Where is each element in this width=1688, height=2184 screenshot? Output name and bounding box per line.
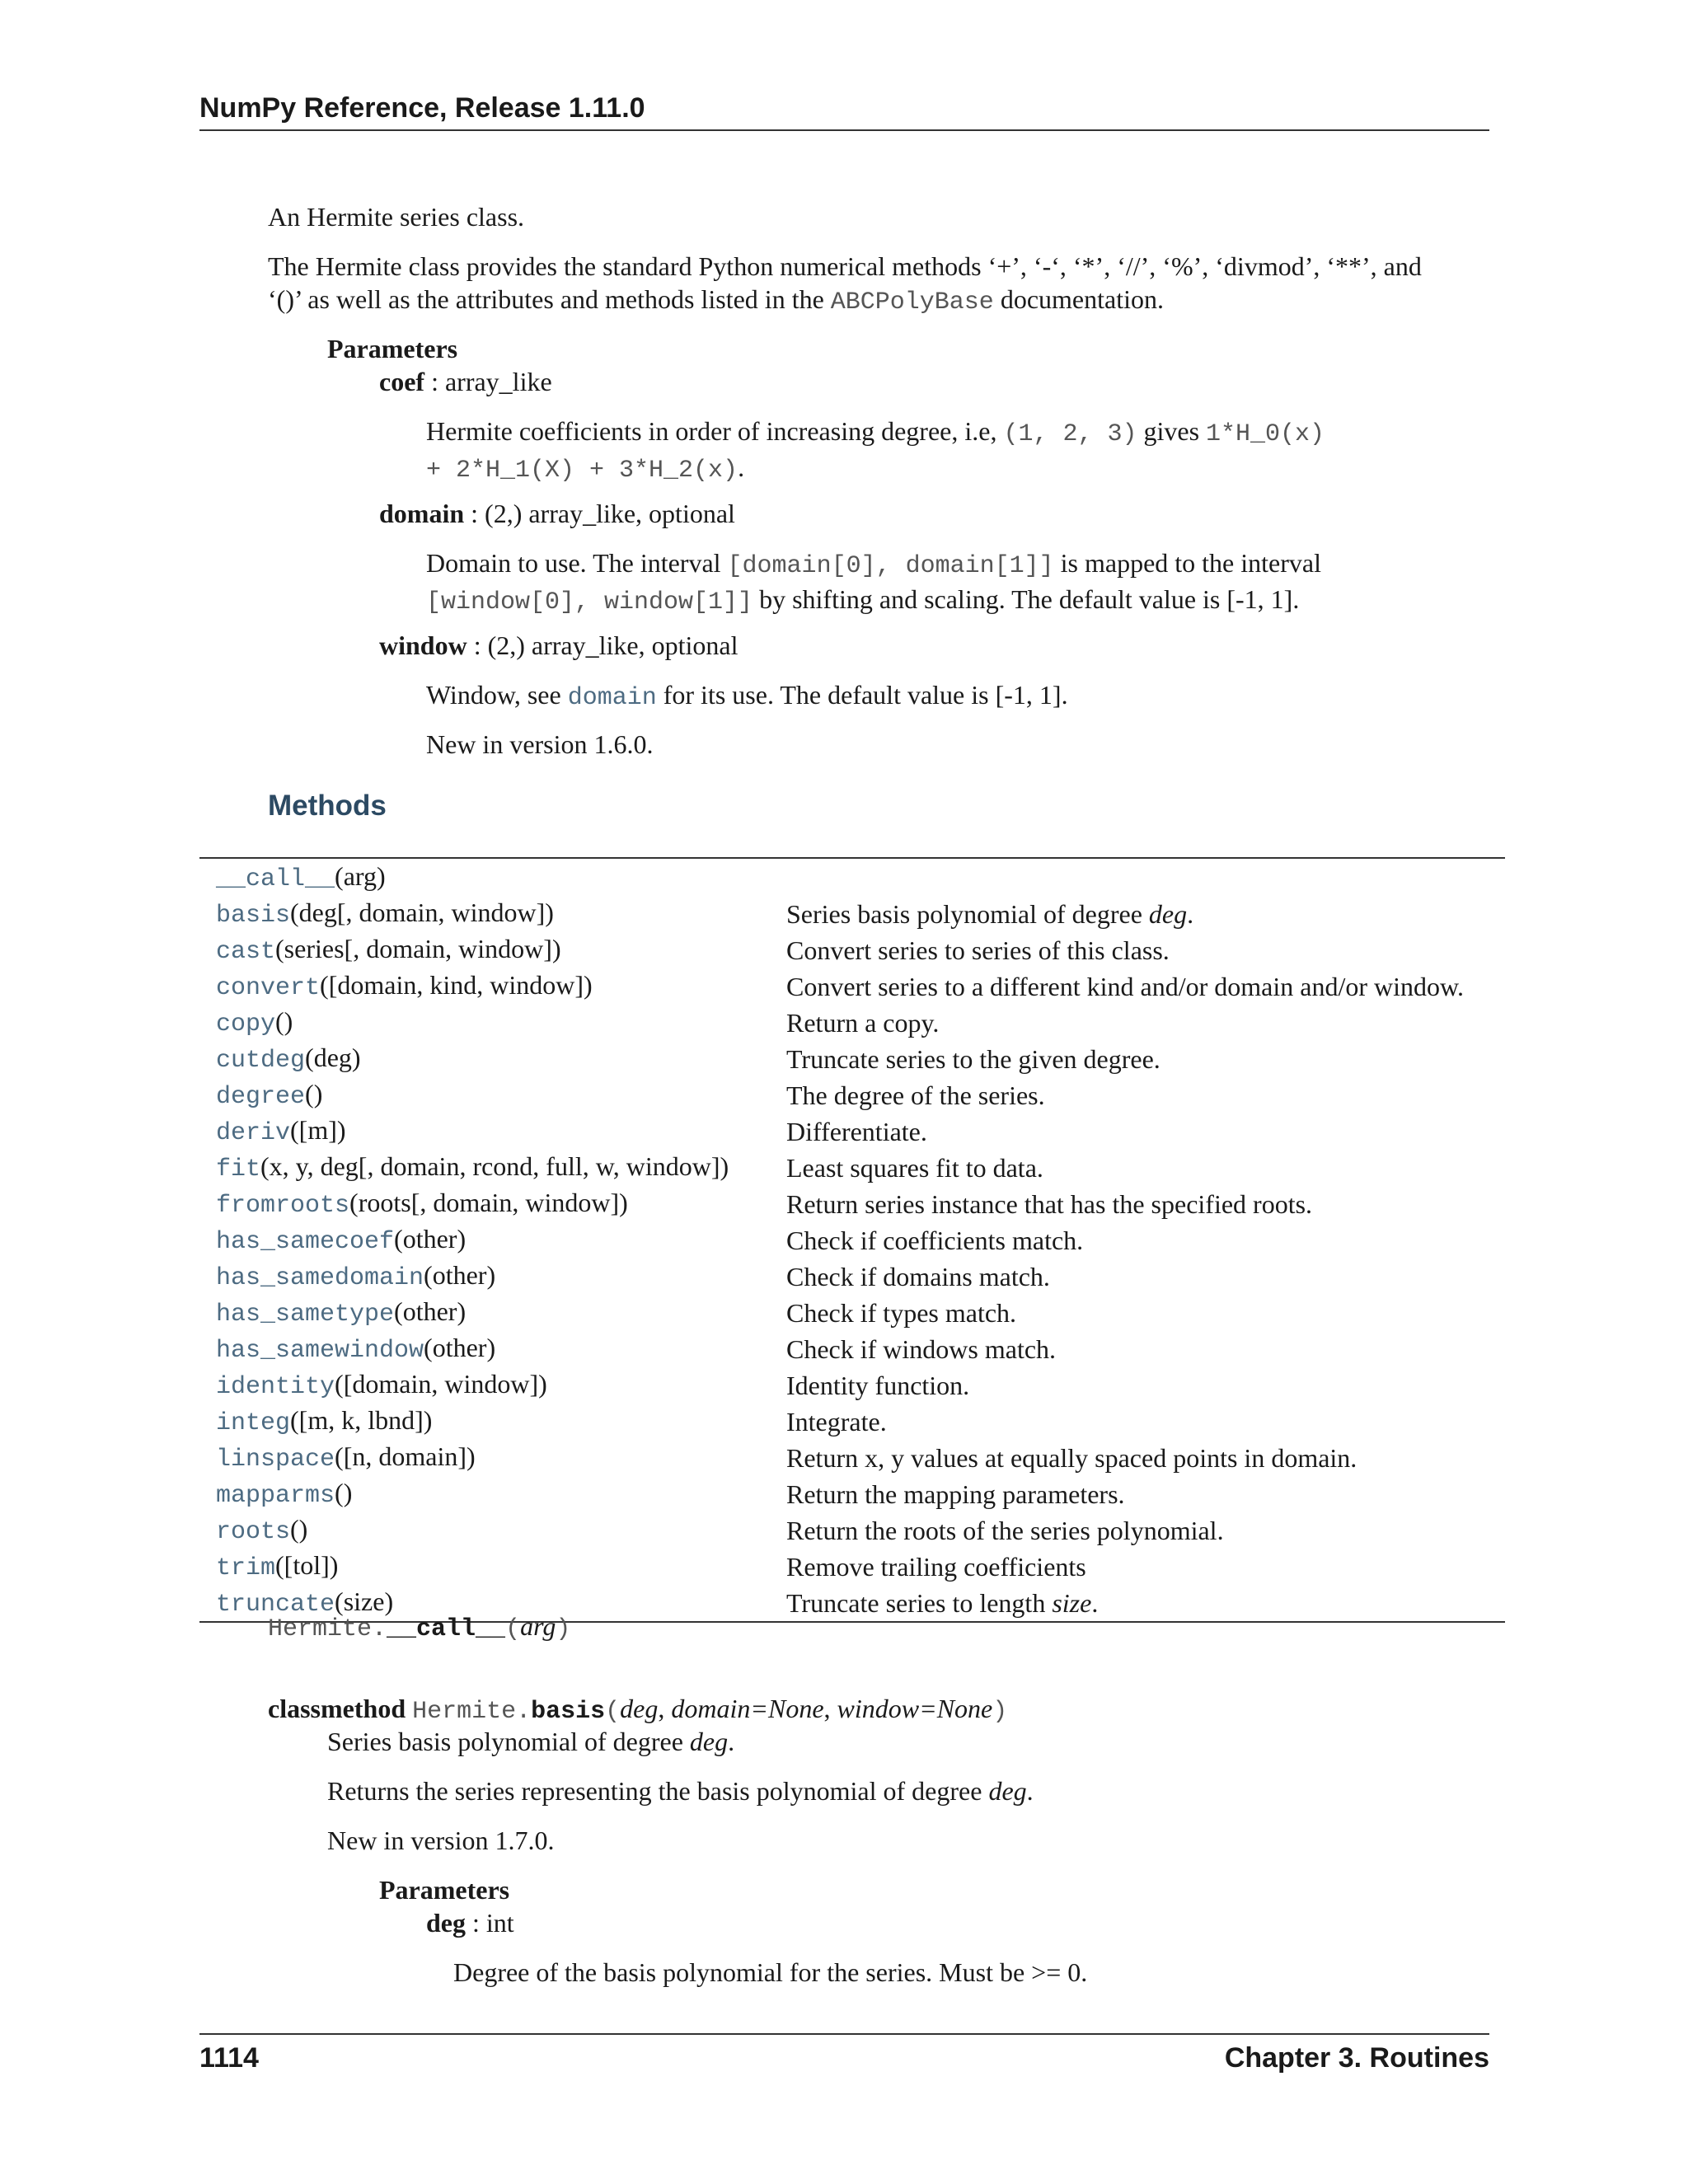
method-description-text: Integrate. bbox=[786, 1407, 887, 1436]
method-row bbox=[199, 1331, 1505, 1367]
param-domain-desc-text: Domain to use. The interval bbox=[426, 548, 728, 578]
method-signature bbox=[199, 1404, 770, 1440]
method-row bbox=[199, 1186, 1505, 1222]
method-args: () bbox=[305, 1079, 323, 1108]
methods-table bbox=[199, 857, 1505, 1623]
method-description-text: Return the roots of the series polynomial. bbox=[786, 1516, 1224, 1545]
method-args: (other) bbox=[424, 1260, 496, 1290]
method-description-text: Truncate series to length bbox=[786, 1588, 1053, 1618]
method-row bbox=[199, 1005, 1505, 1041]
method-description bbox=[770, 1258, 1505, 1295]
method-args: (series[, domain, window]) bbox=[275, 934, 561, 963]
method-description-text: Return the mapping parameters. bbox=[786, 1479, 1125, 1509]
call-sig-arg: arg bbox=[520, 1611, 556, 1641]
method-row bbox=[199, 1404, 1505, 1440]
method-signature bbox=[199, 1331, 770, 1367]
method-description-text: The degree of the series. bbox=[786, 1080, 1045, 1110]
method-link[interactable]: fromroots bbox=[216, 1192, 350, 1220]
method-description bbox=[770, 932, 1505, 968]
call-sig-open: ( bbox=[505, 1615, 521, 1643]
method-link[interactable]: truncate bbox=[216, 1591, 335, 1619]
method-description-text: Identity function. bbox=[786, 1371, 970, 1400]
param-deg bbox=[426, 1906, 514, 1939]
call-signature bbox=[268, 1610, 570, 1646]
param-window-name: window bbox=[379, 630, 467, 660]
method-link[interactable]: cast bbox=[216, 938, 276, 966]
method-link[interactable]: trim bbox=[216, 1554, 276, 1582]
method-args: ([m]) bbox=[290, 1115, 346, 1145]
class-description-line2-end: documentation. bbox=[993, 284, 1164, 314]
method-description bbox=[770, 1077, 1505, 1113]
param-domain-code-interval: [domain[0], domain[1]] bbox=[727, 552, 1054, 580]
method-link[interactable]: has_samedomain bbox=[216, 1264, 424, 1292]
method-signature bbox=[199, 968, 770, 1005]
method-description bbox=[770, 1041, 1505, 1077]
param-domain-code-window: [window[0], window[1]] bbox=[426, 588, 753, 616]
method-args: (size) bbox=[335, 1586, 394, 1616]
method-link[interactable]: convert bbox=[216, 974, 321, 1002]
basis-summary-deg: deg bbox=[689, 1727, 729, 1756]
method-signature bbox=[199, 858, 770, 896]
method-description-text: Check if domains match. bbox=[786, 1262, 1050, 1291]
method-signature bbox=[199, 1113, 770, 1150]
param-coef-type: : array_like bbox=[424, 367, 552, 396]
method-signature bbox=[199, 1258, 770, 1295]
method-link[interactable]: __call__ bbox=[216, 865, 335, 893]
basis-returns bbox=[327, 1774, 1034, 1807]
param-domain-desc bbox=[426, 546, 1321, 619]
method-row bbox=[199, 1150, 1505, 1186]
method-description bbox=[770, 1585, 1505, 1622]
method-description-text: Convert series to a different kind and/or domain and/or window. bbox=[786, 972, 1465, 1001]
param-window-desc-end: for its use. The default value is [-1, 1]. bbox=[656, 680, 1068, 710]
method-description bbox=[770, 1476, 1505, 1512]
method-description bbox=[770, 1512, 1505, 1549]
param-coef-desc bbox=[426, 415, 1325, 487]
method-row bbox=[199, 1440, 1505, 1476]
method-description bbox=[770, 1404, 1505, 1440]
method-signature bbox=[199, 1476, 770, 1512]
basis-sig-arg-deg: deg bbox=[620, 1694, 659, 1723]
method-description-text: Remove trailing coefficients bbox=[786, 1552, 1086, 1582]
basis-signature bbox=[268, 1692, 1007, 1728]
method-row bbox=[199, 932, 1505, 968]
basis-sig-keyword: classmethod bbox=[268, 1694, 406, 1723]
method-description-text: Least squares fit to data. bbox=[786, 1153, 1043, 1183]
method-link[interactable]: deriv bbox=[216, 1119, 291, 1147]
param-domain-desc-mapped: is mapped to the interval bbox=[1053, 548, 1321, 578]
basis-returns-deg: deg bbox=[988, 1776, 1027, 1806]
method-signature bbox=[199, 1150, 770, 1186]
method-link[interactable]: copy bbox=[216, 1010, 276, 1038]
param-coef-desc-text: Hermite coefficients in order of increasing degree, i.e, bbox=[426, 416, 1004, 446]
param-domain-type: : (2,) array_like, optional bbox=[464, 499, 735, 528]
method-args: () bbox=[275, 1006, 293, 1036]
methods-heading: Methods bbox=[268, 790, 387, 822]
method-args: () bbox=[335, 1478, 353, 1507]
basis-summary bbox=[327, 1725, 734, 1758]
method-args: ([domain, window]) bbox=[335, 1369, 547, 1399]
method-args: (arg) bbox=[335, 861, 386, 891]
basis-summary-text: Series basis polynomial of degree bbox=[327, 1727, 690, 1756]
method-description bbox=[770, 1367, 1505, 1404]
domain-link[interactable]: domain bbox=[567, 684, 657, 712]
method-description-emphasis: deg bbox=[1148, 899, 1188, 929]
basis-sig-name: basis bbox=[531, 1698, 606, 1726]
method-description bbox=[770, 1150, 1505, 1186]
call-sig-close: ) bbox=[556, 1615, 571, 1643]
running-header: NumPy Reference, Release 1.11.0 bbox=[199, 92, 645, 124]
method-args: ([m, k, lbnd]) bbox=[290, 1405, 433, 1435]
param-coef-code-h0: 1*H_0(x) bbox=[1206, 420, 1325, 448]
method-signature bbox=[199, 1512, 770, 1549]
method-row bbox=[199, 858, 1505, 896]
parameters-label: Parameters bbox=[327, 334, 458, 363]
basis-sig-arg-domain: domain=None bbox=[671, 1694, 824, 1723]
method-link[interactable]: linspace bbox=[216, 1446, 335, 1474]
method-description-end: . bbox=[1091, 1588, 1099, 1618]
param-domain bbox=[379, 497, 735, 530]
method-row bbox=[199, 1549, 1505, 1585]
param-coef-name: coef bbox=[379, 367, 425, 396]
method-row bbox=[199, 1476, 1505, 1512]
param-coef-desc-gives: gives bbox=[1137, 416, 1207, 446]
method-signature bbox=[199, 1440, 770, 1476]
method-description-text: Check if types match. bbox=[786, 1298, 1017, 1328]
method-description-text: Return x, y values at equally spaced points in domain. bbox=[786, 1443, 1357, 1473]
method-link[interactable]: integ bbox=[216, 1409, 291, 1437]
method-signature bbox=[199, 1367, 770, 1404]
method-description-end: . bbox=[1187, 899, 1194, 929]
method-args: (deg) bbox=[305, 1043, 361, 1072]
method-signature bbox=[199, 896, 770, 932]
chapter-label: Chapter 3. Routines bbox=[1224, 2042, 1489, 2074]
class-summary: An Hermite series class. bbox=[268, 202, 525, 232]
param-deg-name: deg bbox=[426, 1908, 466, 1938]
method-signature bbox=[199, 1005, 770, 1041]
basis-sig-open: ( bbox=[605, 1698, 621, 1726]
method-args: (roots[, domain, window]) bbox=[349, 1188, 628, 1217]
param-deg-desc: Degree of the basis polynomial for the series. Must be >= 0. bbox=[453, 1957, 1088, 1987]
method-description-text: Check if windows match. bbox=[786, 1334, 1057, 1364]
method-args: (deg[, domain, window]) bbox=[290, 898, 554, 927]
basis-returns-end: . bbox=[1026, 1776, 1034, 1806]
footer-rule bbox=[199, 2033, 1489, 2035]
param-domain-desc-end: by shifting and scaling. The default value is [-1, 1]. bbox=[753, 584, 1300, 614]
abcpolybase-code: ABCPolyBase bbox=[830, 288, 994, 316]
method-link[interactable]: has_samewindow bbox=[216, 1337, 424, 1365]
class-description-line1: The Hermite class provides the standard Python numerical methods ‘+’, ‘-‘, ‘*’, ‘//’, ‘%’, ‘divmod’, ‘**’, and bbox=[268, 251, 1422, 281]
method-description bbox=[770, 1295, 1505, 1331]
method-description-text: Return a copy. bbox=[786, 1008, 940, 1038]
header-rule bbox=[199, 129, 1489, 131]
method-signature bbox=[199, 1041, 770, 1077]
param-coef-code-example: (1, 2, 3) bbox=[1003, 420, 1137, 448]
method-description-text: Series basis polynomial of degree bbox=[786, 899, 1149, 929]
method-args: ([n, domain]) bbox=[335, 1441, 476, 1471]
param-coef-code-h1h2: + 2*H_1(X) + 3*H_2(x) bbox=[426, 457, 738, 485]
param-coef-desc-end: . bbox=[738, 452, 745, 482]
method-row bbox=[199, 1041, 1505, 1077]
method-row bbox=[199, 1295, 1505, 1331]
method-signature bbox=[199, 1186, 770, 1222]
method-signature bbox=[199, 1549, 770, 1585]
method-description-text: Convert series to series of this class. bbox=[786, 935, 1170, 965]
method-signature bbox=[199, 1077, 770, 1113]
method-args: () bbox=[290, 1514, 308, 1544]
method-row bbox=[199, 1222, 1505, 1258]
method-description-text: Check if coefficients match. bbox=[786, 1226, 1084, 1255]
method-description bbox=[770, 1005, 1505, 1041]
param-window bbox=[379, 629, 738, 662]
call-sig-name: __call__ bbox=[387, 1615, 506, 1643]
param-window-type: : (2,) array_like, optional bbox=[467, 630, 738, 660]
method-description bbox=[770, 1186, 1505, 1222]
method-description bbox=[770, 968, 1505, 1005]
method-description-emphasis: size bbox=[1052, 1588, 1092, 1618]
method-link[interactable]: fit bbox=[216, 1155, 261, 1183]
method-row bbox=[199, 1258, 1505, 1295]
method-link[interactable]: identity bbox=[216, 1373, 335, 1401]
method-signature bbox=[199, 1295, 770, 1331]
basis-sig-sep: , bbox=[658, 1694, 672, 1723]
class-description-line2: ‘()’ as well as the attributes and methods listed in the bbox=[268, 284, 831, 314]
method-link[interactable]: has_sametype bbox=[216, 1301, 395, 1329]
method-row bbox=[199, 968, 1505, 1005]
method-row bbox=[199, 1512, 1505, 1549]
method-description bbox=[770, 1222, 1505, 1258]
method-link[interactable]: basis bbox=[216, 902, 291, 930]
method-row bbox=[199, 1367, 1505, 1404]
method-description bbox=[770, 858, 1505, 896]
method-row bbox=[199, 1113, 1505, 1150]
method-args: (other) bbox=[394, 1296, 467, 1326]
method-description bbox=[770, 896, 1505, 932]
param-domain-name: domain bbox=[379, 499, 465, 528]
method-description-text: Return series instance that has the specified roots. bbox=[786, 1189, 1313, 1219]
method-description bbox=[770, 1549, 1505, 1585]
method-description bbox=[770, 1113, 1505, 1150]
page-number: 1114 bbox=[199, 2042, 259, 2074]
param-window-desc bbox=[426, 678, 1068, 715]
version-note-1-7: New in version 1.7.0. bbox=[327, 1825, 555, 1855]
method-link[interactable]: has_samecoef bbox=[216, 1228, 395, 1256]
class-description bbox=[268, 250, 1496, 319]
basis-sig-close: ) bbox=[992, 1698, 1008, 1726]
method-args: (x, y, deg[, domain, rcond, full, w, window]) bbox=[260, 1151, 729, 1181]
basis-sig-sep: , bbox=[823, 1694, 837, 1723]
basis-returns-text: Returns the series representing the basis polynomial of degree bbox=[327, 1776, 989, 1806]
param-window-desc-text: Window, see bbox=[426, 680, 568, 710]
method-link[interactable]: roots bbox=[216, 1518, 291, 1546]
basis-sig-prefix: Hermite. bbox=[412, 1698, 532, 1726]
version-note-1-6: New in version 1.6.0. bbox=[426, 729, 654, 759]
method-link[interactable]: cutdeg bbox=[216, 1047, 306, 1075]
method-args: ([tol]) bbox=[275, 1550, 339, 1580]
basis-summary-end: . bbox=[728, 1727, 735, 1756]
method-args: ([domain, kind, window]) bbox=[320, 970, 593, 1000]
method-link[interactable]: mapparms bbox=[216, 1482, 335, 1510]
basis-parameters-label: Parameters bbox=[379, 1875, 510, 1905]
method-link[interactable]: degree bbox=[216, 1083, 306, 1111]
method-signature bbox=[199, 1222, 770, 1258]
method-row bbox=[199, 1077, 1505, 1113]
basis-sig-arg-window: window=None bbox=[837, 1694, 993, 1723]
method-args: (other) bbox=[394, 1224, 467, 1254]
method-description bbox=[770, 1440, 1505, 1476]
call-sig-prefix: Hermite. bbox=[268, 1615, 387, 1643]
method-description-text: Truncate series to the given degree. bbox=[786, 1044, 1160, 1074]
method-signature bbox=[199, 932, 770, 968]
method-args: (other) bbox=[424, 1333, 496, 1362]
param-deg-type: : int bbox=[466, 1908, 514, 1938]
method-row bbox=[199, 896, 1505, 932]
param-coef bbox=[379, 365, 552, 398]
method-description bbox=[770, 1331, 1505, 1367]
method-description-text: Differentiate. bbox=[786, 1117, 927, 1146]
